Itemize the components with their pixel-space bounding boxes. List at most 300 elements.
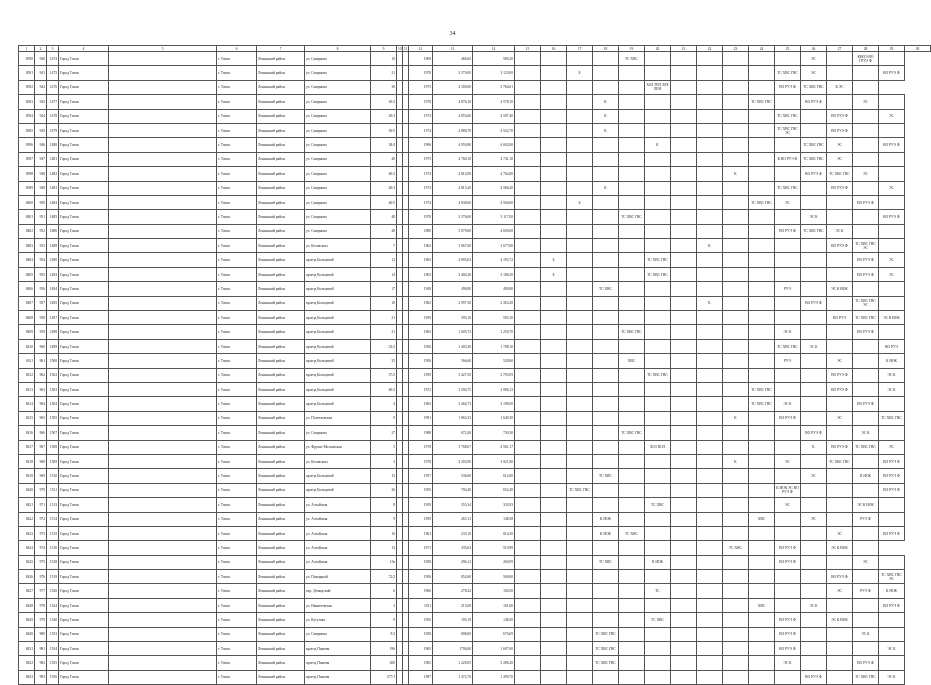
table-cell: [671, 598, 697, 612]
table-cell: 353,34: [433, 498, 473, 512]
column-number: 13: [433, 46, 473, 52]
table-cell: ЭС К: [801, 598, 827, 612]
table-cell: ТС ХВС: [645, 498, 671, 512]
table-cell: 335,63: [433, 541, 473, 555]
table-cell: ЭС К: [879, 670, 905, 684]
table-cell: [723, 311, 749, 325]
table-cell: ВО РУЭ Ф: [879, 210, 905, 224]
table-cell: Б: [541, 267, 567, 281]
table-cell: Город Томск: [59, 670, 109, 684]
table-cell: [567, 267, 593, 281]
table-cell: ул. Смирнова: [305, 210, 371, 224]
table-cell: ЭС: [879, 267, 905, 281]
table-cell: 148,38: [473, 512, 515, 526]
table-cell: [749, 339, 775, 353]
table-cell: [567, 253, 593, 267]
table-cell: 1 708,10: [473, 339, 515, 353]
table-cell: [541, 123, 567, 137]
table-cell: [619, 311, 645, 325]
table-cell: г. Томск: [217, 152, 257, 166]
table-cell: [541, 95, 567, 109]
table-cell: 8393: [19, 95, 35, 109]
table-cell: 8396: [19, 138, 35, 152]
table-cell: 3: [371, 598, 397, 612]
table-cell: [671, 541, 697, 555]
table-cell: 4 760,10: [433, 152, 473, 166]
table-cell: РУЭ Ф: [853, 584, 879, 598]
table-cell: [645, 454, 671, 468]
table-cell: ВО РУЭ Ф: [827, 570, 853, 584]
table-cell: Ленинский район: [257, 382, 305, 396]
table-cell: [645, 152, 671, 166]
table-cell: [879, 282, 905, 296]
table-cell: [801, 311, 827, 325]
table-cell: [671, 239, 697, 253]
table-cell: 536,60: [433, 469, 473, 483]
table-row: [19, 354, 931, 368]
table-cell: [593, 325, 619, 339]
table-cell: [541, 66, 567, 80]
table-cell: [697, 627, 723, 641]
table-cell: [593, 267, 619, 281]
table-cell: [697, 152, 723, 166]
table-cell: [593, 382, 619, 396]
table-cell: [567, 627, 593, 641]
table-cell: 3 427,50: [433, 368, 473, 382]
table-cell: 1478: [47, 109, 59, 123]
table-cell: Город Томск: [59, 138, 109, 152]
table-cell: г. Томск: [217, 526, 257, 540]
table-cell: 48: [371, 224, 397, 238]
table-cell: [749, 109, 775, 123]
table-cell: [645, 526, 671, 540]
table-cell: ТС ХВС: [645, 613, 671, 627]
table-cell: 30/5: [371, 123, 397, 137]
table-cell: 944: [35, 109, 47, 123]
table-cell: 31: [371, 325, 397, 339]
table-cell: [801, 267, 827, 281]
table-cell: ВО РУЭ Ф: [775, 411, 801, 425]
table-cell: [827, 555, 853, 569]
table-cell: [697, 598, 723, 612]
table-cell: 2 363,20: [473, 296, 515, 310]
table-cell: г. Томск: [217, 368, 257, 382]
table-cell: Ленинский район: [257, 138, 305, 152]
table-cell: 1540: [47, 613, 59, 627]
table-row: [19, 627, 931, 641]
table-cell: [801, 123, 827, 137]
table-cell: Ленинский район: [257, 555, 305, 569]
table-cell: ТС ХВС ГВС: [801, 80, 827, 94]
table-cell: 4 950,80: [433, 138, 473, 152]
table-cell: 1484: [47, 195, 59, 209]
table-cell: [515, 152, 541, 166]
table-cell: [515, 325, 541, 339]
table-cell: 4: [371, 397, 397, 411]
table-cell: ВО РУЭ Ф: [827, 109, 853, 123]
table-cell: ТС ХВС ГВС: [801, 224, 827, 238]
table-cell: [801, 411, 827, 425]
table-cell: 8429: [19, 613, 35, 627]
table-cell: [645, 354, 671, 368]
table-cell: 490,80: [473, 282, 515, 296]
table-cell: [697, 267, 723, 281]
table-cell: [853, 138, 879, 152]
table-cell: 8422: [19, 512, 35, 526]
table-cell: ЭС: [775, 454, 801, 468]
table-cell: ТС: [645, 584, 671, 598]
table-cell: [567, 296, 593, 310]
table-cell: 8394: [19, 109, 35, 123]
table-cell: ВО РУЭ Ф: [775, 224, 801, 238]
table-cell: ТС ХВС ГВС: [619, 325, 645, 339]
table-cell: [801, 239, 827, 253]
table-cell: 1959: [409, 368, 433, 382]
table-cell: [645, 210, 671, 224]
table-cell: [723, 52, 749, 66]
table-cell: К: [593, 109, 619, 123]
table-cell: 1497: [47, 311, 59, 325]
table-cell: [827, 483, 853, 497]
table-cell: [697, 642, 723, 656]
table-cell: ТС ХВС ГВС: [853, 311, 879, 325]
table-cell: ТС ХВС ГВС: [593, 642, 619, 656]
table-cell: [671, 167, 697, 181]
table-cell: [593, 152, 619, 166]
table-cell: 1965: [409, 656, 433, 670]
table-cell: 979: [35, 613, 47, 627]
table-cell: 1475: [47, 66, 59, 80]
table-cell: Город Томск: [59, 483, 109, 497]
table-cell: 48: [371, 210, 397, 224]
table-cell: [567, 642, 593, 656]
table-cell: 1481: [47, 152, 59, 166]
table-cell: ВО РУЭ Ф: [775, 613, 801, 627]
table-cell: Ленинский район: [257, 195, 305, 209]
table-cell: ЭС: [853, 95, 879, 109]
table-cell: 6: [371, 584, 397, 598]
table-cell: [567, 224, 593, 238]
table-cell: 277/1: [371, 670, 397, 684]
table-cell: 8398: [19, 167, 35, 181]
table-cell: [697, 181, 723, 195]
table-cell: 972: [35, 512, 47, 526]
table-cell: Город Томск: [59, 66, 109, 80]
table-cell: ул. Смирнова: [305, 181, 371, 195]
table-cell: [567, 598, 593, 612]
table-cell: ЭС К: [801, 339, 827, 353]
table-cell: 955: [35, 267, 47, 281]
table-cell: ВО РУЭ Ф: [775, 541, 801, 555]
table-cell: ул. Смирнова: [305, 224, 371, 238]
table-cell: 8: [371, 498, 397, 512]
table-cell: [515, 570, 541, 584]
table-cell: 1474: [47, 52, 59, 66]
table-cell: [749, 454, 775, 468]
table-cell: [853, 613, 879, 627]
table-cell: 161,00: [473, 598, 515, 612]
column-number: 25: [775, 46, 801, 52]
table-cell: [109, 296, 217, 310]
table-cell: [515, 411, 541, 425]
table-cell: [671, 440, 697, 454]
table-cell: Ленинский район: [257, 152, 305, 166]
table-cell: 9/2: [371, 627, 397, 641]
table-cell: [567, 311, 593, 325]
table-cell: [671, 656, 697, 670]
table-cell: [593, 426, 619, 440]
table-cell: [879, 627, 905, 641]
table-cell: 3 576,00: [433, 210, 473, 224]
table-cell: [697, 95, 723, 109]
table-cell: 9: [371, 512, 397, 526]
table-cell: [109, 570, 217, 584]
table-cell: [109, 382, 217, 396]
table-cell: [853, 411, 879, 425]
table-cell: 333,93: [473, 498, 515, 512]
table-row: [19, 152, 931, 166]
table-cell: 3 867,60: [433, 239, 473, 253]
table-cell: 612,60: [473, 469, 515, 483]
table-cell: 1987: [409, 670, 433, 684]
table-cell: [515, 123, 541, 137]
table-cell: [775, 584, 801, 598]
table-cell: Ленинский район: [257, 109, 305, 123]
column-number: 10: [398, 46, 402, 51]
table-cell: [541, 570, 567, 584]
table-cell: ТС ХВС ГВС: [801, 138, 827, 152]
table-cell: 4 600,00: [473, 224, 515, 238]
column-number: 30: [905, 46, 931, 52]
table-cell: [619, 598, 645, 612]
table-cell: [723, 613, 749, 627]
table-cell: [723, 325, 749, 339]
table-cell: [541, 627, 567, 641]
table-cell: [827, 426, 853, 440]
table-cell: К: [645, 138, 671, 152]
table-cell: ВО РУЭ Ф: [775, 642, 801, 656]
table-cell: 8430: [19, 627, 35, 641]
table-cell: г. Томск: [217, 426, 257, 440]
table-cell: [541, 555, 567, 569]
table-cell: [541, 598, 567, 612]
table-row: [19, 138, 931, 152]
table-cell: 9: [371, 613, 397, 627]
table-row: [19, 311, 931, 325]
table-cell: [109, 670, 217, 684]
table-cell: [879, 325, 905, 339]
table-cell: ул. Смирнова: [305, 109, 371, 123]
table-cell: 569,00: [473, 570, 515, 584]
table-cell: [645, 570, 671, 584]
table-cell: [723, 181, 749, 195]
table-cell: [567, 339, 593, 353]
table-cell: 1503: [47, 382, 59, 396]
table-cell: 595,10: [473, 311, 515, 325]
table-cell: 4 853,60: [433, 109, 473, 123]
table-cell: [515, 195, 541, 209]
table-cell: 213,09: [433, 598, 473, 612]
table-cell: ул. Ивантеевская: [305, 598, 371, 612]
table-cell: [671, 498, 697, 512]
table-row: [19, 95, 931, 109]
table-cell: [541, 152, 567, 166]
table-cell: [723, 469, 749, 483]
table-cell: ЭС: [827, 411, 853, 425]
table-cell: [671, 368, 697, 382]
table-cell: 1972: [409, 382, 433, 396]
table-cell: [749, 411, 775, 425]
table-cell: [515, 282, 541, 296]
table-cell: [853, 123, 879, 137]
table-cell: Ленинский район: [257, 584, 305, 598]
table-cell: [619, 167, 645, 181]
table-row: [19, 670, 931, 684]
table-cell: [775, 469, 801, 483]
table-cell: Ленинский район: [257, 483, 305, 497]
table-cell: ЭС К: [879, 382, 905, 396]
table-cell: [697, 382, 723, 396]
table-cell: [593, 368, 619, 382]
table-cell: ЭС К НОК: [827, 282, 853, 296]
table-cell: 1980: [409, 224, 433, 238]
table-cell: [619, 382, 645, 396]
column-number: 2: [35, 46, 47, 52]
table-cell: [541, 325, 567, 339]
table-cell: 964: [35, 397, 47, 411]
table-cell: [749, 282, 775, 296]
table-cell: г. Томск: [217, 656, 257, 670]
table-cell: [801, 253, 827, 267]
table-cell: [671, 325, 697, 339]
table-cell: Ленинский район: [257, 526, 305, 540]
table-cell: [671, 296, 697, 310]
table-cell: 8413: [19, 382, 35, 396]
table-cell: ВО РУЭ Ф: [801, 670, 827, 684]
table-cell: 1975: [409, 80, 433, 94]
table-cell: 196: [371, 642, 397, 656]
table-cell: ВО РУЭ Ф: [827, 239, 853, 253]
table-cell: [541, 239, 567, 253]
table-cell: 8409: [19, 325, 35, 339]
table-cell: [749, 354, 775, 368]
table-cell: [801, 627, 827, 641]
table-cell: [749, 656, 775, 670]
table-cell: 852,60: [433, 570, 473, 584]
table-cell: [515, 440, 541, 454]
table-cell: Город Томск: [59, 570, 109, 584]
table-cell: [515, 541, 541, 555]
table-cell: 1495: [47, 296, 59, 310]
table-cell: 1970: [409, 66, 433, 80]
table-cell: Ленинский район: [257, 642, 305, 656]
table-cell: 72/2: [371, 570, 397, 584]
table-row: [19, 498, 931, 512]
table-cell: Город Томск: [59, 584, 109, 598]
table-cell: [697, 613, 723, 627]
table-cell: 1485: [47, 210, 59, 224]
table-cell: г. Томск: [217, 239, 257, 253]
table-cell: 941: [35, 66, 47, 80]
table-cell: Ленинский район: [257, 239, 305, 253]
table-cell: КНОЭ ВО ГРУЭ Ф: [853, 52, 879, 66]
table-cell: ВО РУЭ: [879, 339, 905, 353]
table-row: [19, 469, 931, 483]
table-cell: Город Томск: [59, 325, 109, 339]
table-cell: [827, 296, 853, 310]
table-cell: [879, 613, 905, 627]
table-cell: [515, 627, 541, 641]
table-row: [19, 454, 931, 468]
table-cell: Ленинский район: [257, 613, 305, 627]
table-cell: [879, 656, 905, 670]
table-cell: 1 299,70: [473, 670, 515, 684]
table-cell: [723, 282, 749, 296]
table-cell: [541, 282, 567, 296]
table-cell: Ленинский район: [257, 670, 305, 684]
table-cell: [853, 541, 879, 555]
table-cell: ул. Смирнова: [305, 138, 371, 152]
table-cell: [827, 670, 853, 684]
table-cell: ВО РУЭ Ф: [879, 138, 905, 152]
column-number: 20: [645, 46, 671, 52]
table-cell: 8397: [19, 152, 35, 166]
table-cell: проезд Кольцевой: [305, 368, 371, 382]
table-cell: [827, 598, 853, 612]
table-cell: 1520: [47, 584, 59, 598]
table-cell: 014,50: [473, 526, 515, 540]
table-cell: г. Томск: [217, 224, 257, 238]
table-cell: [827, 469, 853, 483]
table-cell: [515, 454, 541, 468]
table-cell: [593, 210, 619, 224]
table-cell: [697, 670, 723, 684]
table-cell: г. Томск: [217, 95, 257, 109]
table-cell: [749, 555, 775, 569]
table-cell: 1515: [47, 526, 59, 540]
table-cell: [853, 368, 879, 382]
table-cell: [619, 483, 645, 497]
table-cell: [619, 339, 645, 353]
table-cell: [671, 52, 697, 66]
table-row: [19, 195, 931, 209]
table-cell: [723, 95, 749, 109]
table-cell: К НОК: [645, 555, 671, 569]
table-cell: [749, 570, 775, 584]
table-cell: [671, 426, 697, 440]
table-row: [19, 52, 931, 66]
table-cell: [801, 382, 827, 396]
table-cell: 954: [35, 253, 47, 267]
table-cell: Город Томск: [59, 555, 109, 569]
table-cell: [723, 584, 749, 598]
table-cell: Ленинский район: [257, 267, 305, 281]
table-cell: [109, 584, 217, 598]
table-cell: [749, 311, 775, 325]
table-cell: [109, 95, 217, 109]
table-cell: 983: [35, 670, 47, 684]
table-cell: Ленинский район: [257, 656, 305, 670]
table-cell: [879, 224, 905, 238]
table-cell: ЭС: [827, 152, 853, 166]
table-cell: [515, 584, 541, 598]
table-cell: ЭС К: [879, 368, 905, 382]
table-cell: Город Томск: [59, 526, 109, 540]
table-cell: 30/2: [371, 95, 397, 109]
table-cell: ЭС: [801, 512, 827, 526]
table-cell: [645, 224, 671, 238]
column-number: 6: [217, 46, 257, 52]
